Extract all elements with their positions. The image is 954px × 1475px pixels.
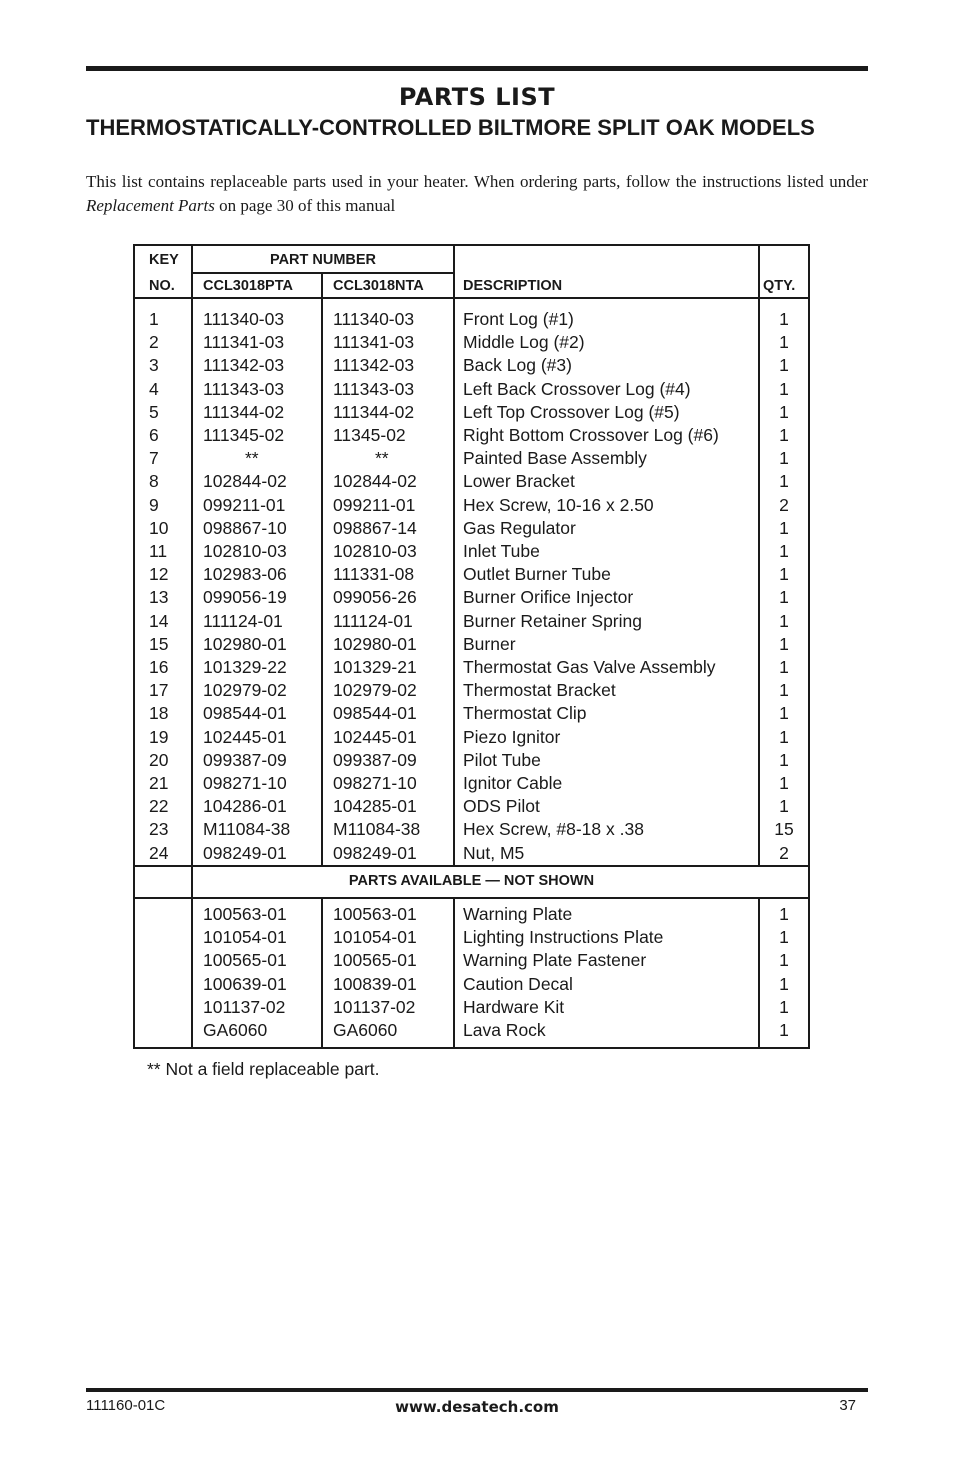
header-key-bottom: NO.	[149, 278, 175, 294]
description-cell: Thermostat Clip	[463, 703, 587, 724]
nta-part-number-cell: 098867-14	[333, 517, 417, 538]
col-divider	[453, 246, 455, 867]
pta-part-number-cell: 111341-03	[203, 332, 285, 353]
qty-cell: 1	[779, 633, 789, 654]
extra-description-column	[463, 903, 663, 1042]
nta-part-number-cell: 099387-09	[333, 749, 417, 770]
description-cell: Hex Screw, #8-18 x .38	[463, 819, 644, 840]
nta-part-number-cell: 098271-10	[333, 773, 417, 794]
extra-nta-column	[333, 903, 417, 1042]
key-column	[149, 308, 168, 865]
extra-nta-part-number-cell: 101054-01	[333, 927, 417, 948]
key-cell: 8	[149, 471, 159, 492]
key-cell: 14	[149, 610, 169, 631]
nta-part-number-cell: 102844-02	[333, 471, 417, 492]
qty-column	[760, 308, 808, 865]
description-cell: Right Bottom Crossover Log (#6)	[463, 425, 719, 446]
qty-cell: 1	[779, 773, 789, 794]
nta-part-number-cell: 098249-01	[333, 842, 417, 863]
nta-part-number-cell: 102445-01	[333, 726, 417, 747]
extra-pta-part-number-cell: 100639-01	[203, 973, 287, 994]
pta-part-number-cell: 102979-02	[203, 680, 287, 701]
extra-pta-part-number-cell: 101137-02	[203, 996, 286, 1017]
header-divider	[191, 272, 453, 274]
qty-cell: 2	[779, 842, 789, 863]
key-cell: 2	[149, 332, 159, 353]
page-title: PARTS LIST	[398, 83, 556, 111]
key-cell: 20	[149, 749, 169, 770]
nta-column	[333, 308, 420, 865]
qty-cell: 1	[779, 610, 789, 631]
extra-nta-part-number-cell: 101137-02	[333, 996, 416, 1017]
website-link[interactable]: www.desatech.com	[395, 1398, 559, 1416]
qty-cell: 1	[779, 541, 789, 562]
qty-cell: 1	[779, 703, 789, 724]
nta-part-number-cell: 111342-03	[333, 355, 415, 376]
description-cell: Gas Regulator	[463, 517, 576, 538]
description-cell: Middle Log (#2)	[463, 332, 585, 353]
header-part-number: PART NUMBER	[269, 252, 377, 268]
qty-cell: 1	[779, 796, 789, 817]
header-bottom-rule	[135, 297, 808, 299]
parts-table	[133, 244, 810, 1049]
description-cell: Piezo Ignitor	[463, 726, 561, 747]
qty-cell: 15	[774, 819, 794, 840]
key-cell: 7	[149, 448, 159, 469]
pta-part-number-cell: 098544-01	[203, 703, 287, 724]
pta-column	[203, 308, 290, 865]
key-cell: 6	[149, 425, 159, 446]
key-cell: 3	[149, 355, 159, 376]
key-cell: 9	[149, 494, 159, 515]
extra-description-cell: Lighting Instructions Plate	[463, 927, 664, 948]
header-model-nta: CCL3018NTA	[333, 278, 424, 294]
description-cell: Front Log (#1)	[463, 309, 574, 329]
pta-part-number-cell: 111344-02	[203, 401, 285, 422]
extra-nta-part-number-cell: 100563-01	[333, 904, 417, 924]
key-cell: 19	[149, 726, 169, 747]
description-cell: Left Back Crossover Log (#4)	[463, 378, 691, 399]
pta-part-number-cell: 098867-10	[203, 517, 287, 538]
pta-part-number-cell: 101329-22	[203, 657, 287, 678]
extra-description-cell: Warning Plate Fastener	[463, 950, 647, 971]
extra-qty-cell: 1	[779, 973, 789, 994]
col-divider	[191, 246, 193, 1047]
section-top-rule	[135, 865, 808, 867]
qty-cell: 1	[779, 332, 789, 353]
description-cell: Outlet Burner Tube	[463, 564, 611, 585]
header-qty: QTY.	[763, 278, 796, 294]
nta-part-number-cell: 099056-26	[333, 587, 417, 608]
key-cell: 18	[149, 703, 169, 724]
pta-part-number-cell: 111124-01	[203, 610, 283, 631]
nta-part-number-cell: M11084-38	[333, 819, 421, 840]
key-cell: 1	[149, 309, 159, 329]
extra-qty-cell: 1	[779, 996, 789, 1017]
pta-part-number-cell: 099056-19	[203, 587, 287, 608]
qty-cell: 1	[779, 355, 789, 376]
pta-part-number-cell: 098249-01	[203, 842, 287, 863]
description-cell: Back Log (#3)	[463, 355, 572, 376]
qty-cell: 1	[779, 309, 789, 329]
description-cell: Burner Orifice Injector	[463, 587, 634, 608]
pta-part-number-cell: 102810-03	[203, 541, 287, 562]
key-cell: 10	[149, 517, 169, 538]
pta-part-number-cell: 099211-01	[203, 494, 286, 515]
extra-qty-cell: 1	[779, 950, 789, 971]
col-divider	[321, 899, 323, 1047]
description-cell: Pilot Tube	[463, 749, 541, 770]
qty-cell: 1	[779, 378, 789, 399]
description-cell: Burner	[463, 633, 516, 654]
intro-paragraph	[86, 170, 868, 218]
description-cell: Left Top Crossover Log (#5)	[463, 401, 680, 422]
nta-part-number-cell: 104285-01	[333, 796, 417, 817]
intro-text-after: on page 30 of this manual	[214, 196, 396, 215]
nta-part-number-cell: **	[375, 448, 389, 469]
extra-nta-part-number-cell: 100565-01	[333, 950, 417, 971]
pta-part-number-cell: 111343-03	[203, 378, 285, 399]
nta-part-number-cell: 102979-02	[333, 680, 417, 701]
description-cell: Lower Bracket	[463, 471, 575, 492]
nta-part-number-cell: 099211-01	[333, 494, 416, 515]
description-cell: Thermostat Bracket	[463, 680, 616, 701]
qty-cell: 1	[779, 448, 789, 469]
qty-cell: 1	[779, 749, 789, 770]
nta-part-number-cell: 111331-08	[333, 564, 415, 585]
nta-part-number-cell: 102980-01	[333, 633, 417, 654]
pta-part-number-cell: 099387-09	[203, 749, 287, 770]
nta-part-number-cell: 098544-01	[333, 703, 417, 724]
description-cell: Thermostat Gas Valve Assembly	[463, 657, 716, 678]
key-cell: 11	[149, 541, 168, 562]
footnote: ** Not a field replaceable part.	[147, 1059, 380, 1079]
key-cell: 22	[149, 796, 169, 817]
extra-pta-column	[203, 903, 287, 1042]
key-cell: 12	[149, 564, 169, 585]
key-cell: 13	[149, 587, 169, 608]
extra-qty-column	[760, 903, 808, 1042]
extra-pta-part-number-cell: 100563-01	[203, 904, 287, 924]
description-cell: Nut, M5	[463, 842, 525, 863]
qty-cell: 1	[779, 657, 789, 678]
extra-description-cell: Lava Rock	[463, 1020, 546, 1041]
nta-part-number-cell: 111340-03	[333, 309, 415, 329]
pta-part-number-cell: 098271-10	[203, 773, 287, 794]
key-cell: 5	[149, 401, 159, 422]
extra-pta-part-number-cell: 100565-01	[203, 950, 287, 971]
qty-cell: 1	[779, 564, 789, 585]
extra-description-cell: Caution Decal	[463, 973, 573, 994]
pta-part-number-cell: **	[245, 448, 259, 469]
key-cell: 16	[149, 657, 169, 678]
intro-text-before: This list contains replaceable parts used in your heater. When ordering parts, follow the instructions listed under	[86, 172, 868, 191]
qty-cell: 1	[779, 471, 789, 492]
pta-part-number-cell: 111340-03	[203, 309, 285, 329]
section-subtitle: THERMOSTATICALLY-CONTROLLED BILTMORE SPLIT OAK MODELS	[86, 115, 815, 140]
nta-part-number-cell: 111124-01	[333, 610, 413, 631]
extra-nta-part-number-cell: GA6060	[333, 1020, 398, 1041]
pta-part-number-cell: 102445-01	[203, 726, 287, 747]
key-cell: 4	[149, 378, 159, 399]
description-cell: Hex Screw, 10-16 x 2.50	[463, 494, 654, 515]
bottom-rule	[86, 1388, 868, 1392]
intro-text-italic: Replacement Parts	[86, 196, 215, 215]
key-cell: 21	[149, 773, 169, 794]
nta-part-number-cell: 111344-02	[333, 401, 415, 422]
extra-description-cell: Warning Plate	[463, 904, 573, 924]
nta-part-number-cell: 101329-21	[333, 657, 417, 678]
header-model-pta: CCL3018PTA	[203, 278, 293, 294]
extra-description-cell: Hardware Kit	[463, 996, 565, 1017]
col-divider	[453, 899, 455, 1047]
header-description: DESCRIPTION	[463, 278, 563, 294]
qty-cell: 1	[779, 680, 789, 701]
nta-part-number-cell: 11345-02	[333, 425, 406, 446]
description-cell: ODS Pilot	[463, 796, 540, 817]
extra-pta-part-number-cell: GA6060	[203, 1020, 268, 1041]
description-cell: Burner Retainer Spring	[463, 610, 642, 631]
extra-qty-cell: 1	[779, 927, 789, 948]
nta-part-number-cell: 111341-03	[333, 332, 415, 353]
pta-part-number-cell: 102983-06	[203, 564, 287, 585]
extra-qty-cell: 1	[779, 1020, 789, 1041]
key-cell: 23	[149, 819, 169, 840]
header-key-top: KEY	[149, 252, 179, 268]
section-label: PARTS AVAILABLE — NOT SHOWN	[348, 873, 595, 889]
key-cell: 17	[149, 680, 169, 701]
description-column	[463, 308, 719, 865]
nta-part-number-cell: 111343-03	[333, 378, 415, 399]
description-cell: Inlet Tube	[463, 541, 540, 562]
key-cell: 24	[149, 842, 169, 863]
pta-part-number-cell: 111342-03	[203, 355, 285, 376]
qty-cell: 1	[779, 401, 789, 422]
qty-cell: 1	[779, 425, 789, 446]
col-divider	[321, 274, 323, 867]
qty-cell: 1	[779, 587, 789, 608]
pta-part-number-cell: 104286-01	[203, 796, 287, 817]
doc-number: 111160-01C	[86, 1397, 166, 1414]
qty-cell: 2	[779, 494, 789, 515]
extra-nta-part-number-cell: 100839-01	[333, 973, 417, 994]
qty-cell: 1	[779, 517, 789, 538]
extra-qty-cell: 1	[779, 904, 789, 924]
section-bottom-rule	[135, 897, 808, 899]
top-rule	[86, 66, 868, 71]
pta-part-number-cell: M11084-38	[203, 819, 291, 840]
qty-cell: 1	[779, 726, 789, 747]
pta-part-number-cell: 102980-01	[203, 633, 287, 654]
key-cell: 15	[149, 633, 169, 654]
pta-part-number-cell: 111345-02	[203, 425, 285, 446]
pta-part-number-cell: 102844-02	[203, 471, 287, 492]
page-number: 37	[839, 1397, 856, 1414]
description-cell: Painted Base Assembly	[463, 448, 647, 469]
extra-pta-part-number-cell: 101054-01	[203, 927, 287, 948]
description-cell: Ignitor Cable	[463, 773, 563, 794]
nta-part-number-cell: 102810-03	[333, 541, 417, 562]
